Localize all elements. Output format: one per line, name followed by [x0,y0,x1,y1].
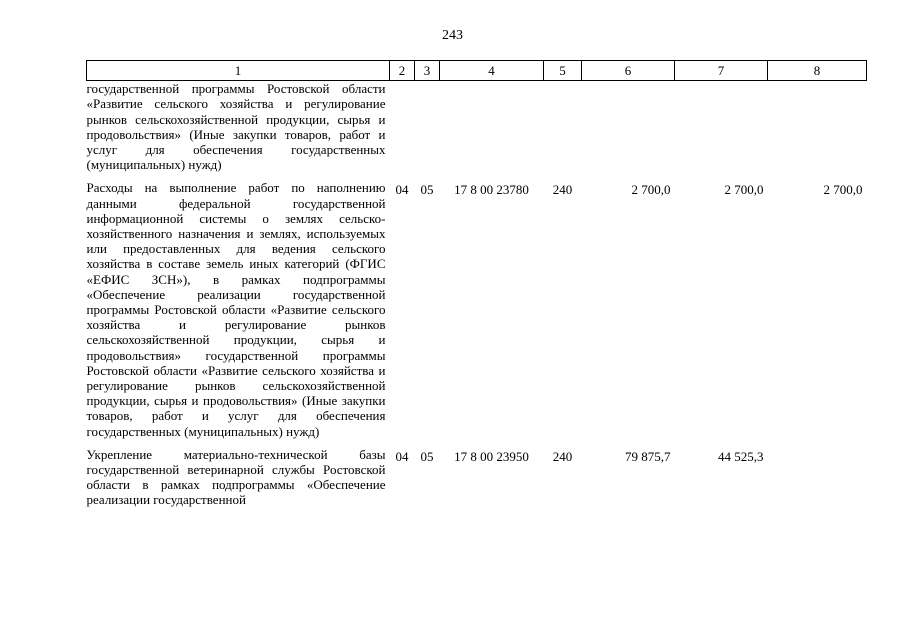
row-amount-1: 2 700,0 [631,182,671,198]
row-section: 04 [395,448,409,464]
row-description: государственной программы Ростовской области «Развитие сельского хозяйства и регулирование рынков сельскохозяйственной продукции, сырья и продовольствия» (Иные закупки товаров, работ и услуг для обеспечения государственных (муниципальных) нужд) [86,81,386,173]
row-subsection [415,81,440,173]
row-amount-2: 2 700,0 [724,182,764,198]
table-header-row [87,61,867,81]
column-header: 5 [544,61,582,81]
page-number: 243 [442,28,463,43]
row-amount-2 [675,81,768,173]
row-amount-1: 79 875,7 [625,448,671,464]
column-header: 1 [87,61,390,81]
row-expense-type [544,81,582,173]
row-expense-type: 240 [552,448,573,464]
column-header: 4 [440,61,544,81]
row-amount-3: 2 700,0 [823,182,863,198]
row-section: 04 [395,182,409,198]
table-row [87,180,867,438]
row-description: Расходы на выполнение работ по наполнению данными федеральной государственной информационной системы о землях сельскохозяйственного назначения и землях, используемых или предоставленных для ведения сельского хозяйства в составе земель иных категорий (ФГИС «ЕФИС ЗСН»), в рамках подпрограммы «Обеспечение реализации государственной программы Ростовской области «Развитие сельского хозяйства и регулирование рынков сельскохозяйственной продукции, сырья и продовольствия» государственной программы Ростовской области «Развитие сельского хозяйства и регулирование рынков сельскохозяйственной продукции, сырья и продовольствия» (Иные закупки товаров, работ и услуг для обеспечения государственных (муниципальных) нужд) [86,180,386,439]
row-subsection: 05 [420,182,434,198]
row-amount-3 [768,447,867,508]
row-description: Укрепление материально-технической базы государственной ветеринарной службы Ростовской области в рамках подпрограммы «Обеспечение реализации государственной [86,446,386,508]
row-target-article: 17 8 00 23950 [454,448,529,464]
budget-table [86,60,867,508]
row-target-article: 17 8 00 23780 [454,182,529,198]
column-header: 3 [415,61,440,81]
row-subsection: 05 [420,448,434,464]
column-header: 6 [582,61,675,81]
row-expense-type: 240 [552,182,573,198]
column-header: 7 [675,61,768,81]
row-amount-1 [582,81,675,173]
table-row [87,447,867,508]
column-header: 2 [390,61,415,81]
row-section [390,81,415,173]
row-amount-3 [768,81,867,173]
row-amount-2: 44 525,3 [718,448,764,464]
row-target-article [440,81,544,173]
table-row [87,81,867,173]
column-header: 8 [768,61,867,81]
